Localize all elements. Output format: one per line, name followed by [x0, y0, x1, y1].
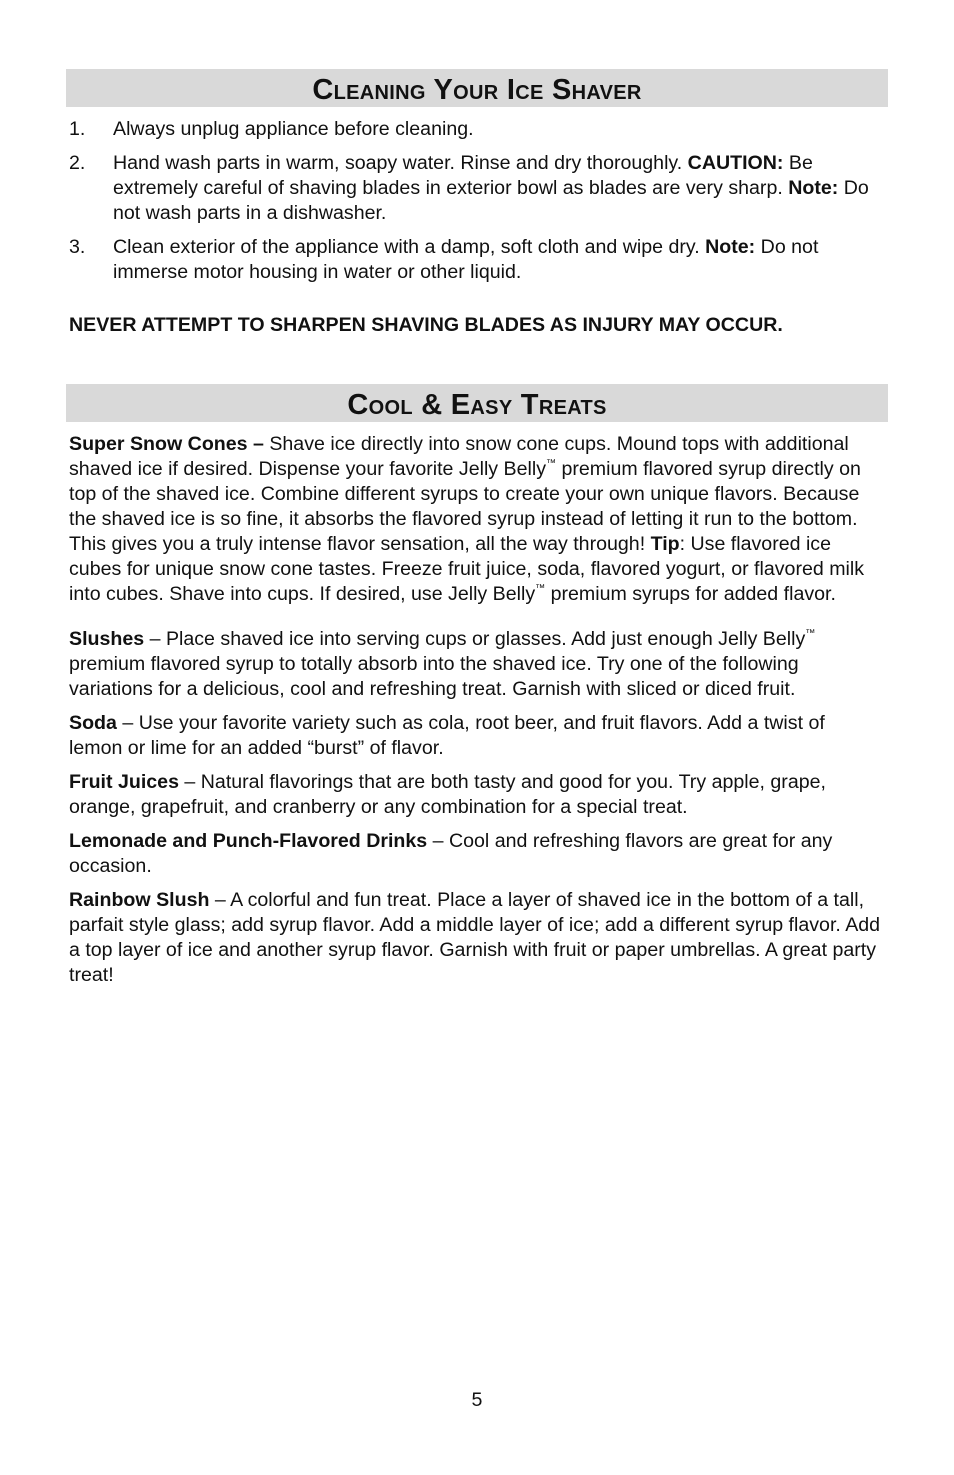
- paragraph-text: premium flavored syrup directly on top of the shaved ice. Combine different syrups to create your own unique flavors. Because the shaved ice is so fine, it absorbs the flavored syrup instead of letting it run to the bottom. This gives you a truly intense flavor sensation, all the way through!: [69, 458, 861, 555]
- paragraph-fruit-juices: [69, 770, 881, 820]
- step-text: Clean exterior of the appliance with a damp, soft cloth and wipe dry.: [113, 236, 706, 258]
- tip-label: Tip: [650, 533, 680, 555]
- paragraph-text: premium flavored syrup to totally absorb into the shaved ice. Try one of the following variations for a delicious, cool and refreshing treat. Garnish with sliced or diced fruit.: [69, 653, 799, 700]
- lemonade-label: Lemonade and Punch-Flavored Drinks: [69, 830, 428, 852]
- section-title-cleaning: Cleaning Your Ice Shaver: [66, 69, 888, 107]
- list-item: [69, 117, 879, 142]
- caution-label: CAUTION:: [687, 152, 784, 174]
- paragraph-text: – Natural flavorings that are both tasty and good for you. Try apple, grape, orange, grapefruit, and cranberry or any combination for a special treat.: [69, 771, 826, 818]
- list-item: [69, 235, 879, 285]
- paragraph-text: : Use flavored ice cubes for unique snow cone tastes. Freeze fruit juice, soda, flavored yogurt, or flavored milk into cubes. Shave into cups. If desired, use Jelly Belly: [69, 533, 865, 605]
- step-number: 2.: [69, 152, 86, 174]
- paragraph-text: Shave ice directly into snow cone cups. Mound tops with additional shaved ice if desired. Dispense your favorite Jelly Belly: [69, 433, 849, 480]
- paragraph-soda: [69, 711, 881, 761]
- step-text: Hand wash parts in warm, soapy water. Rinse and dry thoroughly.: [113, 152, 688, 174]
- page-number: 5: [471, 1389, 483, 1411]
- note-label: Note:: [788, 177, 839, 199]
- step-text: Do not wash parts in a dishwasher.: [113, 177, 869, 224]
- paragraph-slushes: [69, 627, 881, 702]
- treats-body: [69, 432, 881, 997]
- paragraph-text: – Use your favorite variety such as cola, root beer, and fruit flavors. Add a twist of lemon or lime for an added “burst” of flavor.: [69, 712, 825, 759]
- soda-label: Soda: [69, 712, 117, 734]
- list-item: [69, 151, 879, 226]
- trademark-mark: ™: [546, 458, 557, 469]
- step-text: Do not immerse motor housing in water or other liquid.: [113, 236, 819, 283]
- paragraph-lemonade: [69, 829, 881, 879]
- fruit-juices-label: Fruit Juices: [69, 771, 179, 793]
- paragraph-text: – A colorful and fun treat. Place a layer of shaved ice in the bottom of a tall, parfait style glass; add syrup flavor. Add a middle layer of ice; add a different syrup flavor. Add a top layer of ice and another syrup flavor. Garnish with fruit or paper umbrellas. A great party treat!: [69, 889, 881, 986]
- rainbow-slush-label: Rainbow Slush: [69, 889, 210, 911]
- slushes-label: Slushes: [69, 628, 145, 650]
- blade-warning: NEVER ATTEMPT TO SHARPEN SHAVING BLADES AS INJURY MAY OCCUR.: [69, 314, 783, 336]
- paragraph-text: – Place shaved ice into serving cups or glasses. Add just enough Jelly Belly: [144, 628, 806, 650]
- paragraph-text: premium syrups for added flavor.: [545, 583, 836, 605]
- trademark-mark: ™: [535, 583, 546, 594]
- step-number: 1.: [69, 118, 86, 140]
- snow-cones-label: Super Snow Cones –: [69, 433, 264, 455]
- paragraph-rainbow-slush: [69, 888, 881, 988]
- section-title-treats: Cool & Easy Treats: [66, 384, 888, 422]
- step-number: 3.: [69, 236, 86, 258]
- paragraph-snow-cones: [69, 432, 881, 607]
- trademark-mark: ™: [805, 628, 816, 639]
- step-text: Be extremely careful of shaving blades in exterior bowl as blades are very sharp.: [113, 152, 813, 199]
- paragraph-text: – Cool and refreshing flavors are great for any occasion.: [69, 830, 833, 877]
- cleaning-steps-list: [69, 117, 879, 294]
- note-label: Note:: [705, 236, 756, 258]
- step-text: Always unplug appliance before cleaning.: [113, 118, 474, 140]
